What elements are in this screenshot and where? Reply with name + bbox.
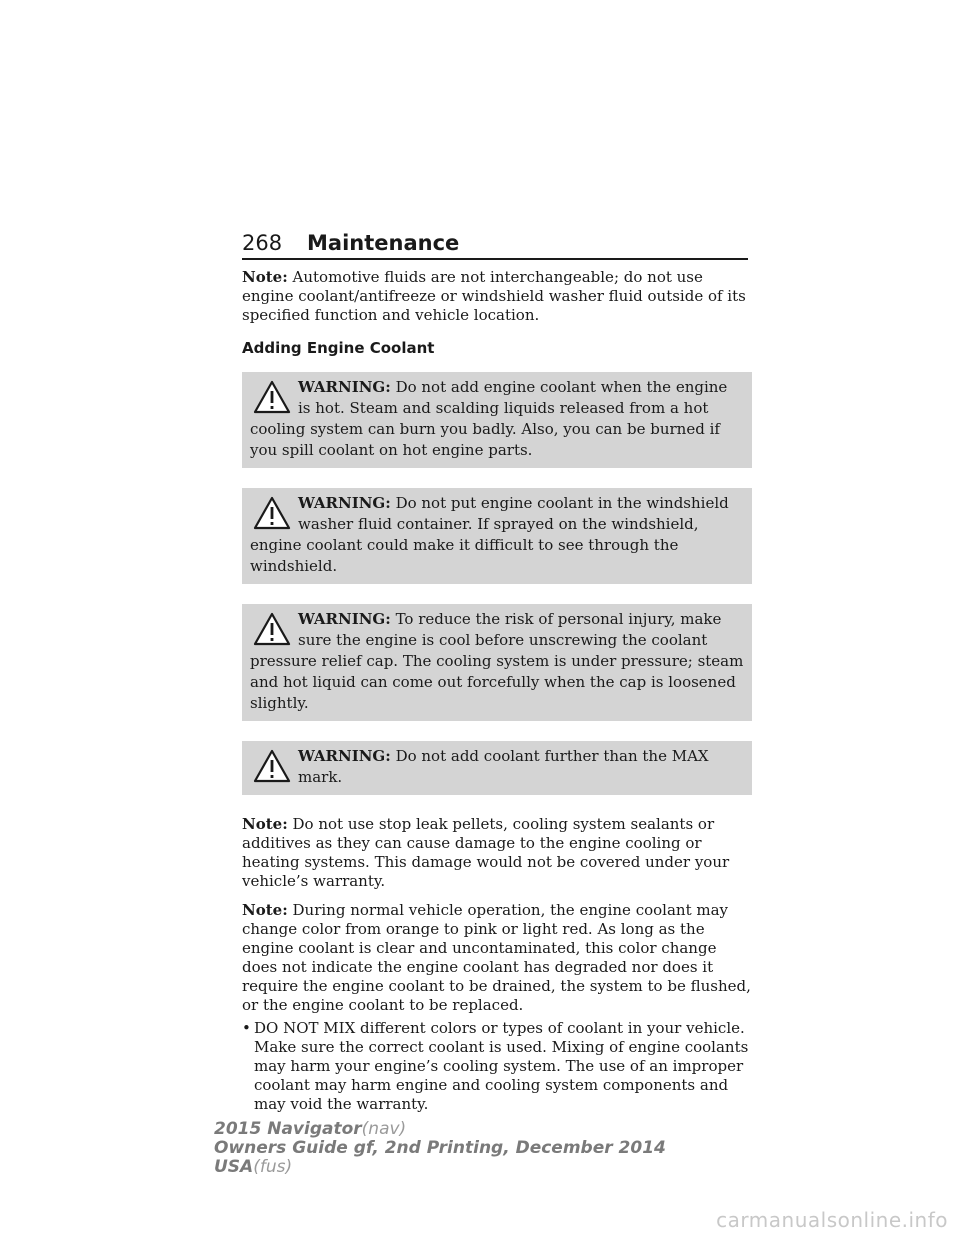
subheading-adding-coolant: Adding Engine Coolant — [242, 339, 435, 357]
page-content — [242, 268, 752, 1114]
warning-box-max-mark — [242, 741, 752, 795]
warning-text: To reduce the risk of personal injury, make sure the engine is cool before unscrewing the coolant pressure relief cap. The cooling system is under pressure; steam and hot liquid can come out forcefully when the cap is loosened slightly. — [250, 610, 744, 712]
note-stop-leak — [242, 815, 752, 891]
note-automotive-fluids — [242, 268, 752, 325]
bullet-text: DO NOT MIX different colors or types of coolant in your vehicle. Make sure the correct coolant is used. Mixing of engine coolants may harm your engine’s cooling system. The use of an improper coolant may harm engine and cooling system components and may void the warranty. — [254, 1019, 749, 1113]
footer-printing: Owners Guide gf, 2nd Printing, December 2014 — [214, 1138, 666, 1158]
warning-label: WARNING: — [298, 747, 391, 765]
warning-triangle-icon — [252, 495, 292, 533]
warning-text: Do not add coolant further than the MAX mark. — [298, 747, 709, 786]
warning-label: WARNING: — [298, 378, 391, 396]
warning-box-hot-engine — [242, 372, 752, 468]
warning-triangle-icon — [252, 379, 292, 417]
note-text: Do not use stop leak pellets, cooling system sealants or additives as they can cause damage to the engine cooling or heating systems. This damage would not be covered under your vehicle’s warranty. — [242, 815, 730, 890]
section-title: Maintenance — [307, 231, 460, 255]
bullet-do-not-mix — [242, 1019, 752, 1114]
warning-triangle-icon — [252, 748, 292, 786]
bullet-mark: • — [242, 1019, 251, 1037]
footer-model: 2015 Navigator — [214, 1119, 362, 1139]
warning-label: WARNING: — [298, 610, 391, 628]
site-watermark: carmanualsonline.info — [716, 1208, 948, 1232]
warning-label: WARNING: — [298, 494, 391, 512]
warning-box-washer-container — [242, 488, 752, 584]
footer-market-code: (fus) — [253, 1157, 293, 1177]
note-text: Automotive fluids are not interchangeable; do not use engine coolant/antifreeze or windshield washer fluid outside of its specified function and vehicle location. — [242, 268, 746, 324]
note-text: During normal vehicle operation, the engine coolant may change color from orange to pink or light red. As long as the engine coolant is clear and uncontaminated, this color change does not indicate the engine coolant has degraded nor does it require the engine coolant to be drained, the system to be flushed, or the engine coolant to be replaced. — [242, 901, 751, 1014]
page-footer — [214, 1120, 666, 1177]
warning-triangle-icon — [252, 611, 292, 649]
note-color-change — [242, 901, 752, 1015]
footer-market: USA — [214, 1157, 254, 1177]
warning-text: Do not put engine coolant in the windshield washer fluid container. If sprayed on the windshield, engine coolant could make it difficult to see through the windshield. — [250, 494, 729, 575]
warning-box-pressure-cap — [242, 604, 752, 721]
page-header — [242, 228, 748, 260]
page-number: 268 — [242, 231, 283, 255]
note-label: Note: — [242, 901, 288, 919]
note-label: Note: — [242, 815, 288, 833]
footer-line-model — [214, 1120, 666, 1139]
footer-model-code: (nav) — [361, 1119, 407, 1139]
footer-line-market — [214, 1158, 666, 1177]
note-label: Note: — [242, 268, 288, 286]
warning-text: Do not add engine coolant when the engine is hot. Steam and scalding liquids released from a hot cooling system can burn you badly. Also, you can be burned if you spill coolant on hot engine parts. — [250, 378, 728, 459]
